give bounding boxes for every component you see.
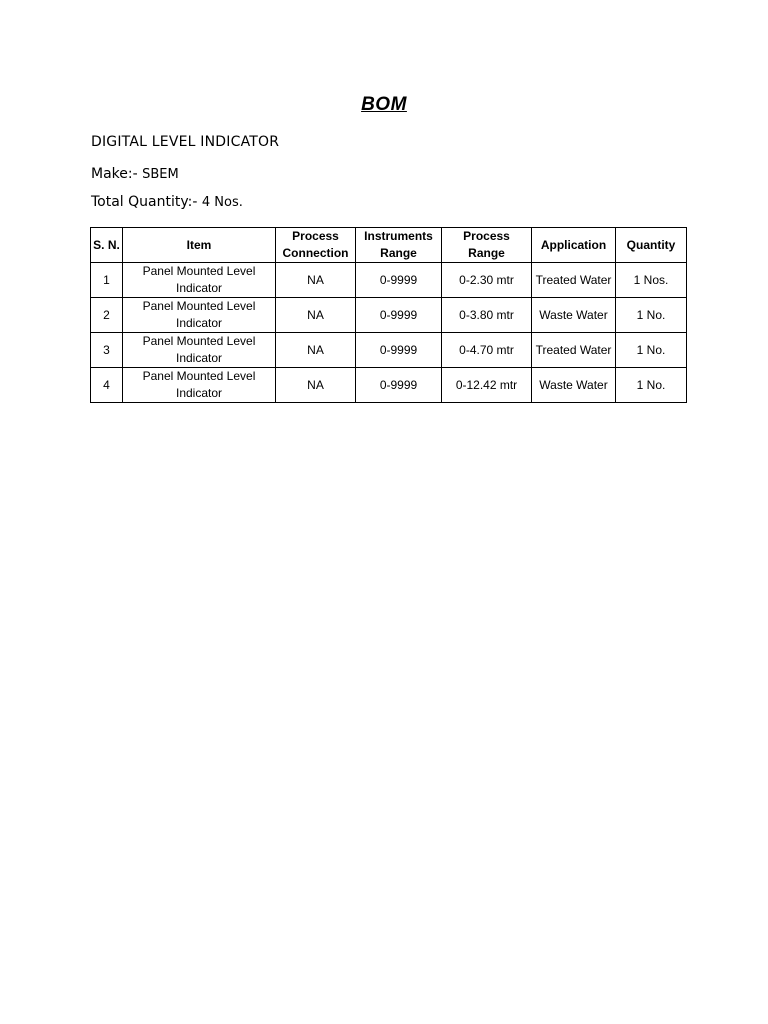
header-application: Application (532, 228, 616, 263)
header-process-range: Process Range (442, 228, 532, 263)
table-row (91, 333, 687, 368)
cell-sn: 4 (91, 368, 123, 403)
total-quantity-line (91, 194, 243, 210)
header-process-connection: Process Connection (276, 228, 356, 263)
cell-process-connection: NA (276, 333, 356, 368)
make-value: SBEM (142, 167, 179, 182)
cell-process-connection: NA (276, 298, 356, 333)
header-sn: S. N. (91, 228, 123, 263)
cell-instruments-range: 0-9999 (356, 263, 442, 298)
cell-process-connection: NA (276, 263, 356, 298)
cell-item: Panel Mounted Level Indicator (123, 263, 276, 298)
cell-item: Panel Mounted Level Indicator (123, 368, 276, 403)
document-subject: DIGITAL LEVEL INDICATOR (91, 134, 280, 150)
header-quantity: Quantity (616, 228, 687, 263)
make-label: Make:- (91, 166, 138, 182)
cell-application: Waste Water (532, 368, 616, 403)
cell-item: Panel Mounted Level Indicator (123, 298, 276, 333)
cell-instruments-range: 0-9999 (356, 368, 442, 403)
table-row (91, 368, 687, 403)
cell-process-connection: NA (276, 368, 356, 403)
cell-quantity: 1 No. (616, 298, 687, 333)
cell-quantity: 1 No. (616, 368, 687, 403)
cell-sn: 2 (91, 298, 123, 333)
cell-process-range: 0-12.42 mtr (442, 368, 532, 403)
cell-sn: 3 (91, 333, 123, 368)
document-title: BOM (361, 94, 407, 115)
table-row (91, 263, 687, 298)
table-row (91, 298, 687, 333)
cell-sn: 1 (91, 263, 123, 298)
header-item: Item (123, 228, 276, 263)
cell-process-range: 0-3.80 mtr (442, 298, 532, 333)
cell-instruments-range: 0-9999 (356, 298, 442, 333)
cell-process-range: 0-2.30 mtr (442, 263, 532, 298)
bom-table (90, 227, 687, 403)
header-instruments-range: Instruments Range (356, 228, 442, 263)
table-header-row (91, 228, 687, 263)
cell-quantity: 1 No. (616, 333, 687, 368)
cell-process-range: 0-4.70 mtr (442, 333, 532, 368)
cell-quantity: 1 Nos. (616, 263, 687, 298)
cell-instruments-range: 0-9999 (356, 333, 442, 368)
cell-application: Treated Water (532, 263, 616, 298)
cell-application: Waste Water (532, 298, 616, 333)
cell-application: Treated Water (532, 333, 616, 368)
cell-item: Panel Mounted Level Indicator (123, 333, 276, 368)
total-quantity-label: Total Quantity:- (91, 194, 198, 210)
make-line (91, 166, 179, 182)
total-quantity-value: 4 Nos. (201, 195, 243, 210)
